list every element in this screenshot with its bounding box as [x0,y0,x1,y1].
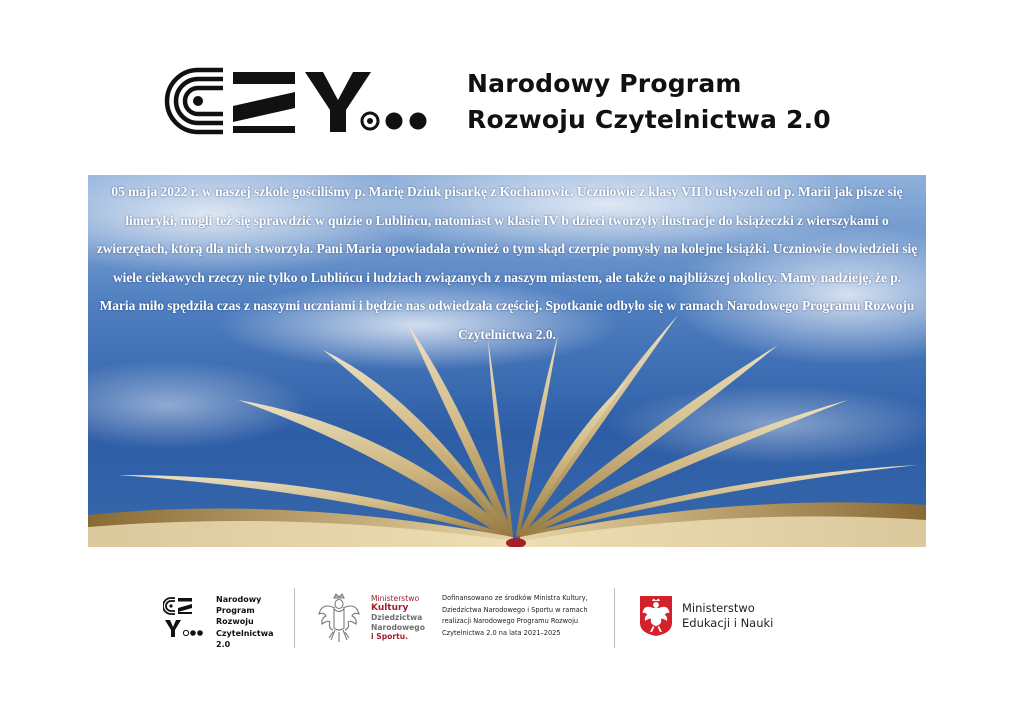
ministry-culture-logo-text [371,594,425,642]
funding-line: Czytelnictwa 2.0 na lata 2021–2025 [442,628,561,637]
mk-line: Narodowego [371,622,425,632]
npr-logo-text [216,594,274,650]
npr-line: 2.0 [216,639,231,649]
men-line: Edukacji i Nauki [682,616,774,630]
men-line: Ministerstwo [682,601,755,615]
npr-line: Narodowy [216,595,262,604]
sponsor-footer [0,580,1010,660]
divider [294,588,295,648]
funding-note [442,593,612,639]
program-title [467,66,831,138]
npr-line: Rozwoju [216,617,254,627]
mk-line: i Sportu. [371,632,409,642]
czy-logo-small-icon [163,596,207,638]
ministry-education-logo-text [682,601,773,631]
npr-line: Program [216,606,255,616]
program-title-line-2: Rozwoju Czytelnictwa 2.0 [467,105,831,134]
polish-eagle-icon [316,592,362,644]
mk-line: Ministerstwo [371,594,420,603]
mk-line: Kultury [371,602,409,613]
npr-line: Czytelnictwa [216,628,274,638]
funding-line: Dziedzictwa Narodowego i Sportu w ramach [442,605,588,614]
hero-banner [88,175,926,547]
program-title-line-1: Narodowy Program [467,69,742,98]
czy-logo-icon [163,66,433,136]
divider [614,588,615,648]
funding-line: Dofinansowano ze środków Ministra Kultury, [442,594,588,602]
funding-line: realizacji Narodowego Programu Rozwoju [442,617,579,625]
polish-emblem-shield-icon [639,595,673,637]
announcement-text: 05 maja 2022 r. w naszej szkole gościliśmy p. Marię Dziuk pisarkę z Kochanowic. Uczniowie z klasy VII b usłyszeli od p. Marii jak pisze się limeryki, mogli też się sprawdzić w quizie o Lublińcu, natomiast w klasie IV b dzieci tworzyły ilustracje do książeczki z wierszykami o zwierzętach, którą dla nich stworzyła. Pani Maria opowiadała również o tym skąd czerpie pomysły na kolejne książki. Uczniowie dowiedzieli się wiele ciekawych rzeczy nie tylko o Lublińcu i ludziach związanych z naszym miastem, ale także o najbliższej okolicy. Mamy nadzieję, że p. Maria miło spędziła czas z naszymi uczniami i będzie nas odwiedzała częściej. Spotkanie odbyło się w ramach Narodowego Programu Rozwoju Czytelnictwa 2.0. [96,184,918,342]
mk-line: Dziedzictwa [371,613,423,623]
